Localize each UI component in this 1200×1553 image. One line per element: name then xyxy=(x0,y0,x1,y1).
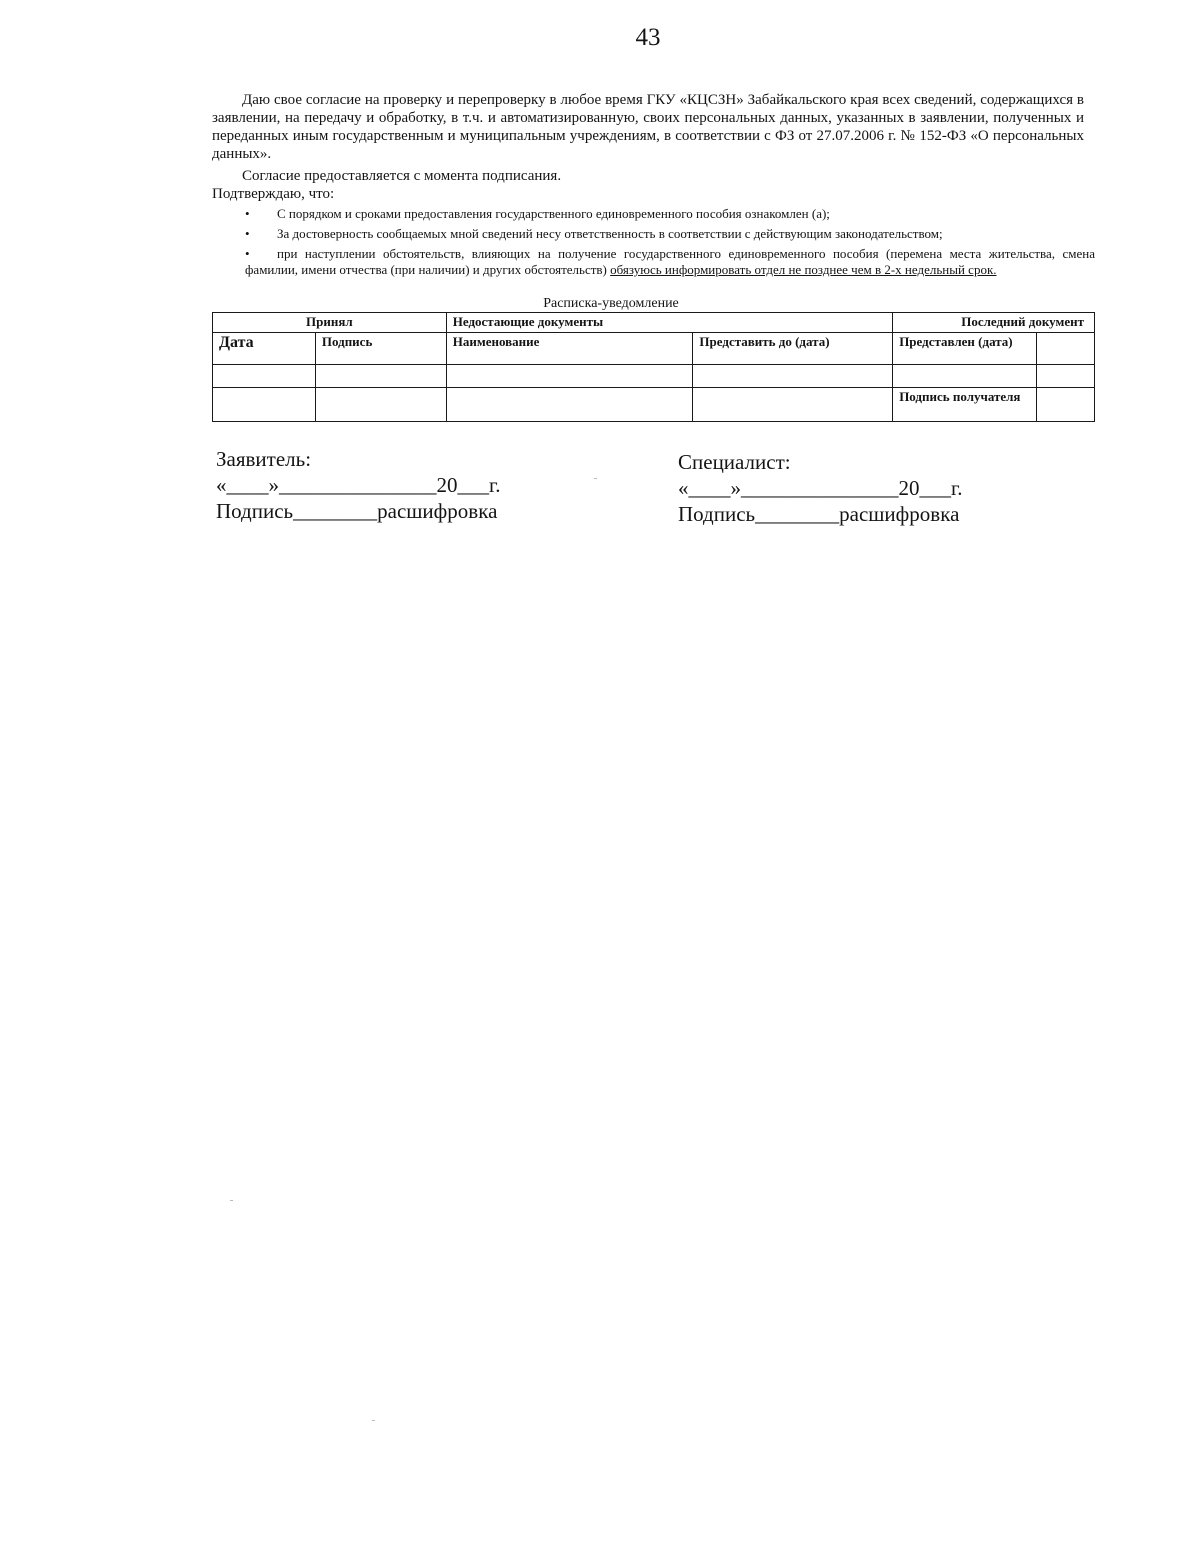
table-cell[interactable] xyxy=(693,388,893,422)
table-cell[interactable] xyxy=(893,365,1037,388)
applicant-signature-block xyxy=(216,446,501,524)
table-row xyxy=(213,388,1095,422)
group-header-missing-documents: Недостающие документы xyxy=(446,313,892,333)
list-item-text: С порядком и сроками предоставления государственного единовременного пособия ознакомлен (а); xyxy=(277,206,830,221)
list-item xyxy=(245,246,1095,278)
table-cell[interactable] xyxy=(446,365,693,388)
scan-speck xyxy=(372,1420,375,1421)
page-number: 43 xyxy=(635,24,661,51)
receipt-table xyxy=(212,312,1095,422)
column-header-recipient-signature: Подпись получателя xyxy=(893,388,1037,422)
column-header-name: Наименование xyxy=(446,333,693,365)
list-item xyxy=(245,226,1095,242)
specialist-sign-line[interactable]: Подпись________расшифровка xyxy=(678,502,960,526)
table-column-header-row xyxy=(213,333,1095,365)
table-cell[interactable] xyxy=(1037,365,1095,388)
table-group-header-row xyxy=(213,313,1095,333)
confirm-list xyxy=(245,206,1095,282)
receipt-title: Расписка-уведомление xyxy=(543,296,679,311)
table-cell[interactable] xyxy=(1037,333,1095,365)
list-item-underlined-text: обязуюсь информировать отдел не позднее чем в 2-х недельный срок. xyxy=(610,262,997,277)
applicant-label: Заявитель: xyxy=(216,447,312,471)
column-header-due-date: Представить до (дата) xyxy=(693,333,893,365)
list-item xyxy=(245,206,1095,222)
scan-speck xyxy=(230,1200,233,1201)
table-cell[interactable] xyxy=(315,365,446,388)
specialist-label: Специалист: xyxy=(678,450,791,474)
specialist-date-line[interactable]: «____»_______________20___г. xyxy=(678,476,963,500)
table-cell[interactable] xyxy=(315,388,446,422)
bullet-icon: • xyxy=(245,206,250,221)
consent-paragraph: Даю свое согласие на проверку и перепроверку в любое время ГКУ «КЦСЗН» Забайкальского края всех сведений, содержащихся в заявлении, на передачу и обработку, в т.ч. и автоматизированную, своих персональных данных, указанных в заявлении, полученных и переданных иным государственным и муниципальным учреждениям, в соответствии с ФЗ от 27.07.2006 г. № 152-ФЗ «О персональных данных». xyxy=(212,92,1084,162)
group-header-last-document: Последний документ xyxy=(893,313,1095,333)
table-cell[interactable] xyxy=(213,388,316,422)
table-cell[interactable] xyxy=(213,365,316,388)
column-header-signature: Подпись xyxy=(315,333,446,365)
scan-speck xyxy=(594,478,597,479)
table-row xyxy=(213,365,1095,388)
group-header-accepted: Принял xyxy=(213,313,447,333)
confirm-intro: Подтверждаю, что: xyxy=(212,186,335,202)
applicant-sign-line[interactable]: Подпись________расшифровка xyxy=(216,499,498,523)
column-header-submitted-date: Представлен (дата) xyxy=(893,333,1037,365)
table-cell[interactable] xyxy=(446,388,693,422)
list-item-text: при наступлении обстоятельств, влияющих на получение государственного единовременного пособия (перемена места жительства, смена фамилии, имени отчества (при наличии) и других обстоятельств) xyxy=(245,246,1095,277)
table-cell[interactable] xyxy=(1037,388,1095,422)
column-header-date: Дата xyxy=(213,333,316,365)
table-cell[interactable] xyxy=(693,365,893,388)
bullet-icon: • xyxy=(245,246,250,261)
list-item-text: За достоверность сообщаемых мной сведений несу ответственность в соответствии с действующим законодательством; xyxy=(277,226,943,241)
bullet-icon: • xyxy=(245,226,250,241)
specialist-signature-block xyxy=(678,449,963,527)
consent-start-text: Согласие предоставляется с момента подписания. xyxy=(242,168,562,184)
applicant-date-line[interactable]: «____»_______________20___г. xyxy=(216,473,501,497)
